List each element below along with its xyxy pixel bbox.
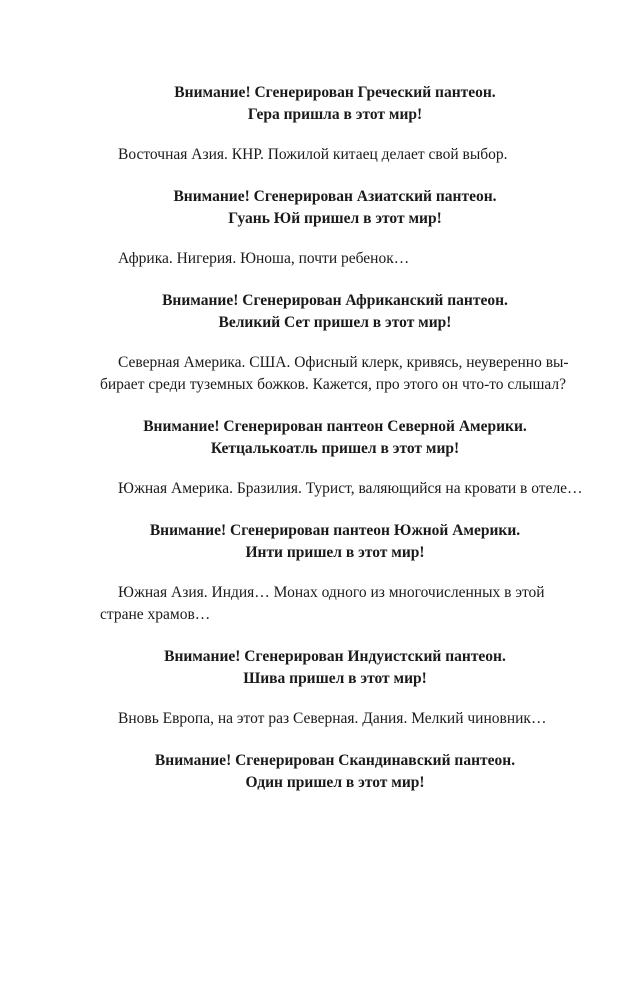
- announcement-scandinavian: [118, 750, 552, 794]
- announcement-line: Внимание! Сгенерирован Азиатский пантеон.: [173, 188, 497, 205]
- announcement-line: Инти пришел в этот мир!: [245, 544, 425, 561]
- narrative-line: Южная Америка. Бразилия. Турист, валяющийся на кровати в отеле…: [118, 480, 583, 497]
- narrative-line: Южная Азия. Индия… Монах одного из многочисленных в этой: [118, 584, 545, 601]
- narrative-paragraph: [118, 144, 552, 166]
- announcement-south-america: [118, 520, 552, 564]
- narrative-line: Северная Америка. США. Офисный клерк, кривясь, неуверенно вы-: [118, 354, 569, 371]
- book-page: [100, 82, 583, 794]
- narrative-paragraph: [118, 708, 552, 730]
- announcement-line: Внимание! Сгенерирован пантеон Северной Америки.: [143, 418, 527, 435]
- announcement-asian: [118, 186, 552, 230]
- announcement-african: [118, 290, 552, 334]
- announcement-line: Гера пришла в этот мир!: [247, 106, 423, 123]
- announcement-line: Шива пришел в этот мир!: [243, 670, 427, 687]
- narrative-line: Африка. Нигерия. Юноша, почти ребенок…: [118, 250, 410, 267]
- announcement-hindu: [118, 646, 552, 690]
- announcement-line: Внимание! Сгенерирован пантеон Южной Америки.: [149, 522, 521, 539]
- announcement-line: Кетцалькоатль пришел в этот мир!: [210, 440, 460, 457]
- announcement-line: Внимание! Сгенерирован Скандинавский пантеон.: [154, 752, 516, 769]
- announcement-line: Один пришел в этот мир!: [245, 774, 425, 791]
- narrative-line: Восточная Азия. КНР. Пожилой китаец делает свой выбор.: [118, 146, 508, 163]
- narrative-line: стране храмов…: [100, 606, 211, 623]
- narrative-line: бирает среди туземных божков. Кажется, про этого он что-то слышал?: [100, 376, 567, 393]
- announcement-line: Внимание! Сгенерирован Индуистский пантеон.: [164, 648, 506, 665]
- announcement-line: Внимание! Сгенерирован Греческий пантеон.: [174, 84, 496, 101]
- announcement-line: Великий Сет пришел в этот мир!: [218, 314, 452, 331]
- announcement-north-america: [118, 416, 552, 460]
- narrative-paragraph: [100, 352, 570, 396]
- announcement-line: Гуань Юй пришел в этот мир!: [228, 210, 442, 227]
- announcement-line: Внимание! Сгенерирован Африканский пантеон.: [162, 292, 508, 309]
- narrative-paragraph: [118, 478, 583, 500]
- announcement-greek: [118, 82, 552, 126]
- narrative-paragraph: [118, 248, 552, 270]
- narrative-paragraph: [100, 582, 570, 626]
- narrative-line: Вновь Европа, на этот раз Северная. Дания. Мелкий чиновник…: [118, 710, 547, 727]
